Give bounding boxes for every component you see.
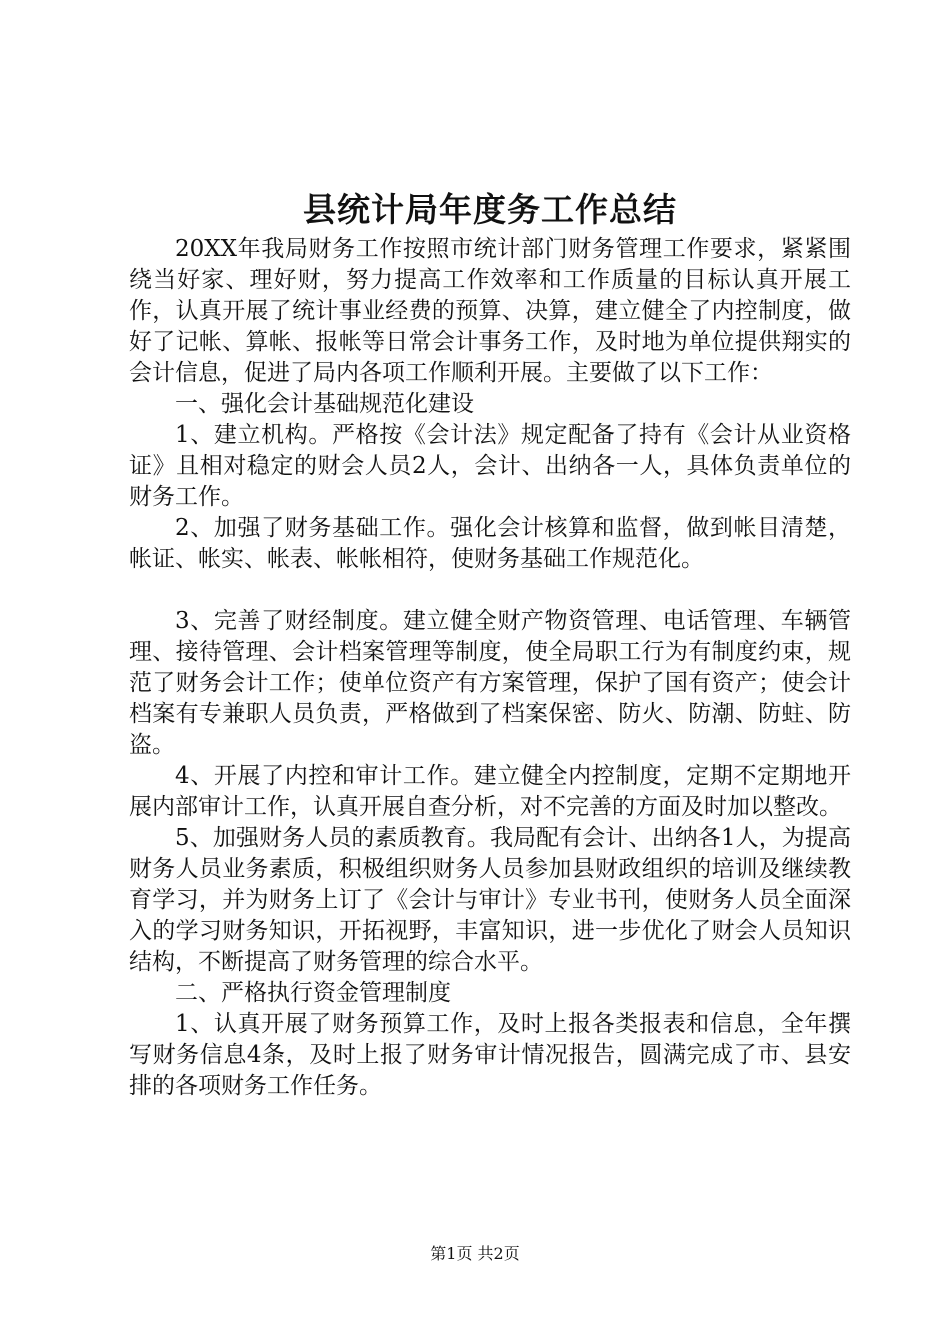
section-heading-1: 一、强化会计基础规范化建设: [175, 391, 474, 417]
document-body: [129, 234, 851, 1102]
paragraph-1-4: 4、开展了内控和审计工作。建立健全内控制度，定期不定期地开展内部审计工作，认真开展自查分析，对不完善的方面及时加以整改。: [129, 763, 851, 820]
paragraph-intro: 20XX年我局财务工作按照市统计部门财务管理工作要求，紧紧围绕当好家、理好财，努力提高工作效率和工作质量的目标认真开展工作，认真开展了统计事业经费的预算、决算，建立健全了内控制度，做好了记帐、算帐、报帐等日常会计事务工作，及时地为单位提供翔实的会计信息，促进了局内各项工作顺利开展。主要做了以下工作：: [129, 236, 851, 386]
document-title: 县统计局年度务工作总结: [303, 190, 677, 229]
paragraph-1-2: 2、加强了财务基础工作。强化会计核算和监督，做到帐目清楚，帐证、帐实、帐表、帐帐相符，使财务基础工作规范化。: [129, 515, 851, 572]
page-footer: 第1页 共2页: [430, 1244, 520, 1263]
paragraph-2-1: 1、认真开展了财务预算工作，及时上报各类报表和信息，全年撰写财务信息4条，及时上报了财务审计情况报告，圆满完成了市、县安排的各项财务工作任务。: [129, 1011, 851, 1099]
paragraph-1-1: 1、建立机构。严格按《会计法》规定配备了持有《会计从业资格证》且相对稳定的财会人员2人，会计、出纳各一人，具体负责单位的财务工作。: [129, 422, 851, 510]
section-heading-2: 二、严格执行资金管理制度: [175, 980, 451, 1006]
paragraph-1-5: 5、加强财务人员的素质教育。我局配有会计、出纳各1人，为提高财务人员业务素质，积极组织财务人员参加县财政组织的培训及继续教育学习，并为财务上订了《会计与审计》专业书刊，使财务人员全面深入的学习财务知识，开拓视野，丰富知识，进一步优化了财会人员知识结构，不断提高了财务管理的综合水平。: [129, 825, 851, 975]
document-page: [129, 190, 851, 1102]
paragraph-1-3: 3、完善了财经制度。建立健全财产物资管理、电话管理、车辆管理、接待管理、会计档案管理等制度，使全局职工行为有制度约束，规范了财务会计工作；使单位资产有方案管理，保护了国有资产；使会计档案有专兼职人员负责，严格做到了档案保密、防火、防潮、防蛀、防盗。: [129, 608, 851, 758]
